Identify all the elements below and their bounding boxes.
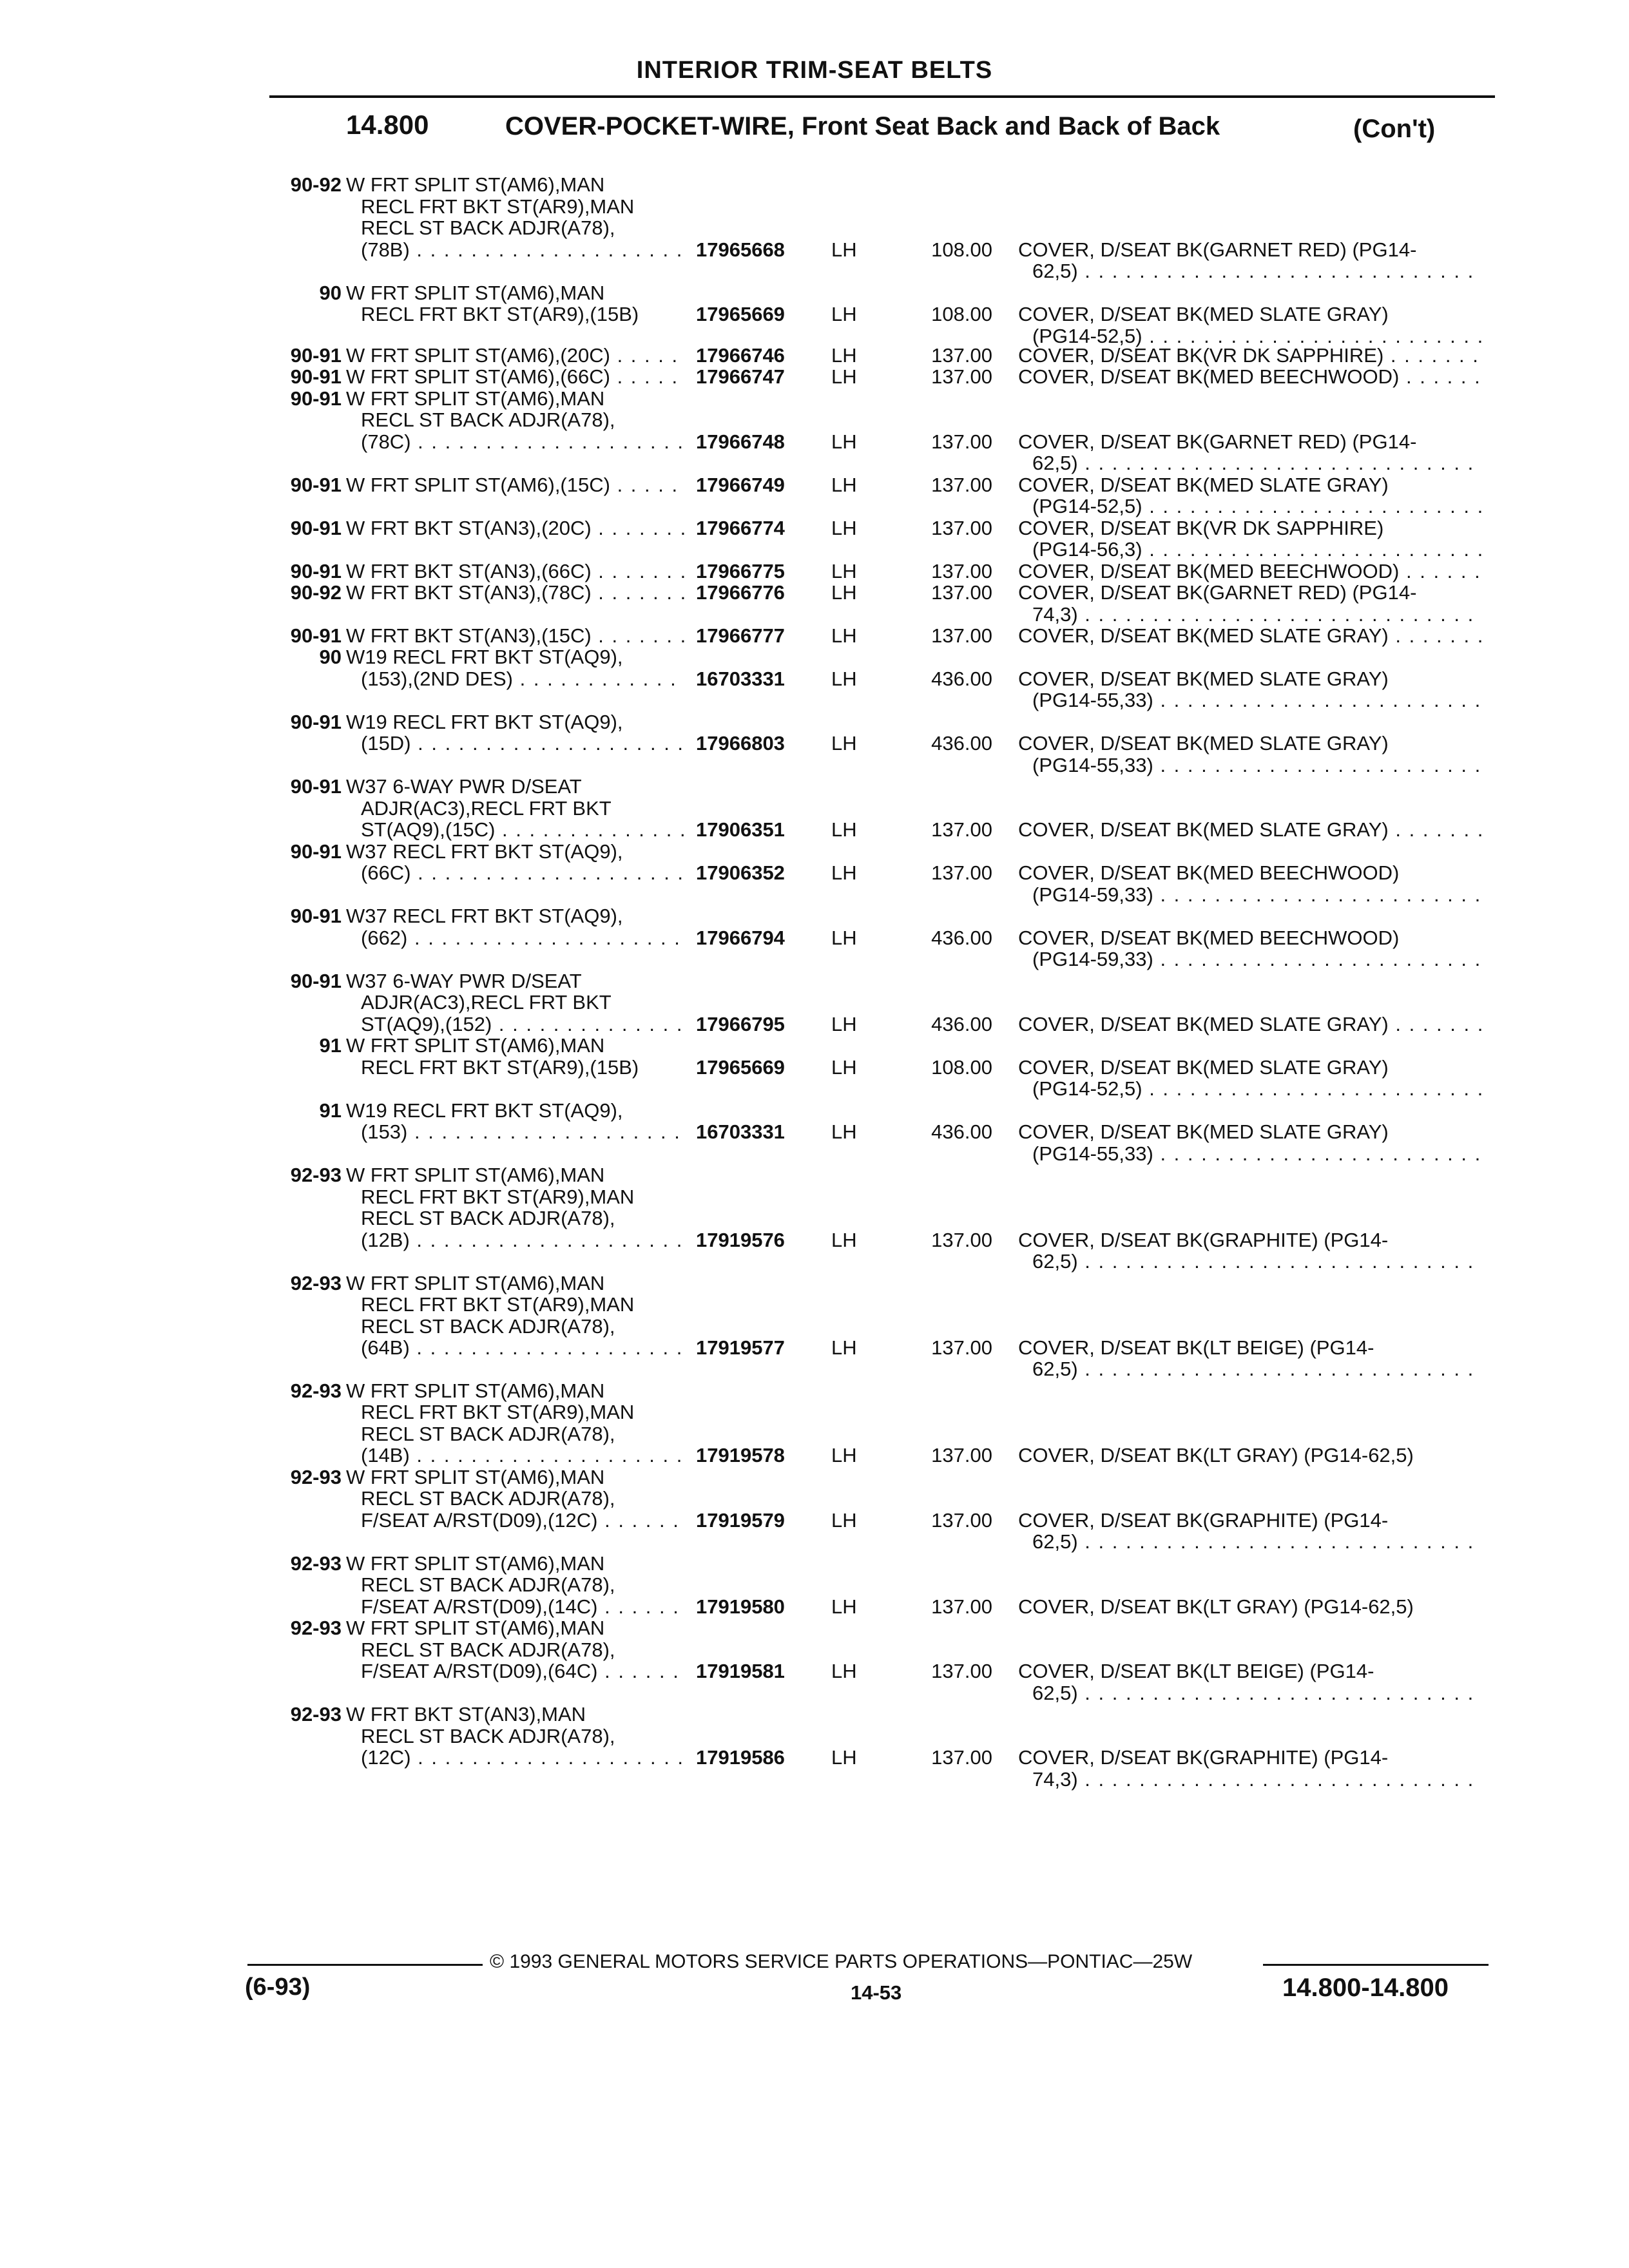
part-description: COVER, D/SEAT BK(GARNET RED) (PG14-: [1018, 430, 1417, 453]
model-year: 90: [319, 282, 342, 304]
part-number: 17966775: [696, 560, 785, 582]
side-code: LH: [831, 624, 857, 647]
price: 137.00: [931, 1336, 992, 1359]
price: 108.00: [931, 303, 992, 325]
part-description: COVER, D/SEAT BK(GARNET RED) (PG14-: [1018, 238, 1417, 261]
part-description: COVER, D/SEAT BK(LT GRAY) (PG14-62,5): [1018, 1444, 1414, 1466]
application-description: (12C) . . .: [361, 1745, 684, 1770]
application-description: W FRT SPLIT ST(AM6),MAN: [346, 1379, 605, 1402]
header-rule: [269, 95, 1495, 98]
model-year: 92-93: [290, 1164, 342, 1186]
application-description: (153),(2ND DES) . . .: [361, 667, 684, 691]
section-number: 14.800: [346, 110, 429, 140]
application-description: ST(AQ9),(15C) . . .: [361, 818, 684, 842]
model-year: 90-92: [290, 581, 342, 604]
application-description: RECL ST BACK ADJR(A78),: [361, 408, 615, 431]
model-year: 92-93: [290, 1552, 342, 1575]
application-description: ADJR(AC3),RECL FRT BKT: [361, 991, 612, 1014]
side-code: LH: [831, 1013, 857, 1035]
application-description: W FRT SPLIT ST(AM6),(66C) . . .: [346, 365, 684, 389]
side-code: LH: [831, 238, 857, 261]
price: 137.00: [931, 474, 992, 496]
part-description: (PG14-56,3) . . .: [1032, 537, 1482, 562]
application-description: RECL ST BACK ADJR(A78),: [361, 216, 615, 239]
part-description: 74,3) . . .: [1032, 602, 1482, 627]
side-code: LH: [831, 344, 857, 367]
application-description: (66C) . . .: [361, 861, 684, 885]
application-description: W37 RECL FRT BKT ST(AQ9),: [346, 840, 623, 863]
part-number: 17906351: [696, 818, 785, 841]
footer-section-range: 14.800-14.800: [1282, 1974, 1449, 2002]
application-description: W FRT SPLIT ST(AM6),MAN: [346, 1272, 605, 1294]
application-description: F/SEAT A/RST(D09),(12C) . . .: [361, 1508, 684, 1533]
price: 436.00: [931, 668, 992, 690]
price: 137.00: [931, 1444, 992, 1466]
price: 137.00: [931, 430, 992, 453]
price: 436.00: [931, 732, 992, 754]
part-number: 17966794: [696, 927, 785, 949]
part-description: (PG14-59,33) . . .: [1032, 883, 1482, 907]
application-description: W FRT BKT ST(AN3),(66C) . . .: [346, 559, 684, 584]
application-description: (14B) . . .: [361, 1443, 684, 1468]
part-number: 17919580: [696, 1595, 785, 1618]
side-code: LH: [831, 1444, 857, 1466]
footer-revision: (6-93): [245, 1974, 311, 2001]
side-code: LH: [831, 1120, 857, 1143]
model-year: 90-91: [290, 474, 342, 496]
price: 137.00: [931, 365, 992, 388]
model-year: 92-93: [290, 1617, 342, 1639]
part-number: 17919579: [696, 1509, 785, 1532]
application-description: W19 RECL FRT BKT ST(AQ9),: [346, 646, 623, 668]
application-description: F/SEAT A/RST(D09),(14C) . . .: [361, 1595, 684, 1619]
part-description: (PG14-55,33) . . .: [1032, 688, 1482, 713]
footer-copyright: © 1993 GENERAL MOTORS SERVICE PARTS OPERATIONS—PONTIAC—25W: [490, 1951, 1193, 1972]
application-description: W FRT SPLIT ST(AM6),MAN: [346, 1552, 605, 1575]
part-description: COVER, D/SEAT BK(GRAPHITE) (PG14-: [1018, 1509, 1389, 1532]
application-description: W FRT SPLIT ST(AM6),(20C) . . .: [346, 343, 684, 368]
part-description: COVER, D/SEAT BK(LT GRAY) (PG14-62,5): [1018, 1595, 1414, 1618]
application-description: (12B) . . .: [361, 1228, 684, 1253]
part-number: 17919586: [696, 1746, 785, 1769]
part-description: COVER, D/SEAT BK(MED SLATE GRAY): [1018, 668, 1389, 690]
model-year: 90-91: [290, 365, 342, 388]
application-description: W FRT BKT ST(AN3),(15C) . . .: [346, 624, 684, 648]
model-year: 91: [319, 1034, 342, 1057]
part-description: (PG14-55,33) . . .: [1032, 753, 1482, 778]
part-description: COVER, D/SEAT BK(MED SLATE GRAY): [1018, 732, 1389, 754]
application-description: W37 6-WAY PWR D/SEAT: [346, 775, 582, 798]
model-year: 90-91: [290, 905, 342, 927]
application-description: RECL ST BACK ADJR(A78),: [361, 1487, 615, 1510]
part-number: 17966747: [696, 365, 785, 388]
footer-page-number: 14-53: [851, 1981, 902, 2004]
application-description: W FRT SPLIT ST(AM6),MAN: [346, 1617, 605, 1639]
side-code: LH: [831, 365, 857, 388]
application-description: W FRT SPLIT ST(AM6),MAN: [346, 1466, 605, 1488]
application-description: W FRT SPLIT ST(AM6),MAN: [346, 1164, 605, 1186]
part-number: 16703331: [696, 668, 785, 690]
model-year: 92-93: [290, 1272, 342, 1294]
part-description: COVER, D/SEAT BK(MED SLATE GRAY) . . .: [1018, 1012, 1482, 1037]
section-title: COVER-POCKET-WIRE, Front Seat Back and Back of Back: [505, 112, 1220, 140]
part-description: 62,5) . . .: [1032, 1681, 1482, 1706]
side-code: LH: [831, 1336, 857, 1359]
section-continued: (Con't): [1353, 115, 1436, 143]
application-description: RECL FRT BKT ST(AR9),(15B): [361, 303, 639, 325]
side-code: LH: [831, 1660, 857, 1682]
application-description: (78B) . . .: [361, 238, 684, 262]
model-year: 90-91: [290, 775, 342, 798]
application-description: W19 RECL FRT BKT ST(AQ9),: [346, 1099, 623, 1122]
application-description: RECL ST BACK ADJR(A78),: [361, 1639, 615, 1661]
application-description: RECL FRT BKT ST(AR9),(15B): [361, 1056, 639, 1079]
application-description: RECL ST BACK ADJR(A78),: [361, 1207, 615, 1229]
application-description: ADJR(AC3),RECL FRT BKT: [361, 797, 612, 820]
side-code: LH: [831, 1509, 857, 1532]
part-number: 17966749: [696, 474, 785, 496]
model-year: 92-93: [290, 1466, 342, 1488]
footer-rule-left: [247, 1964, 483, 1966]
part-description: COVER, D/SEAT BK(MED SLATE GRAY) . . .: [1018, 818, 1482, 842]
application-description: (153) . . .: [361, 1120, 684, 1144]
application-description: RECL FRT BKT ST(AR9),MAN: [361, 1293, 635, 1316]
part-description: 74,3) . . .: [1032, 1767, 1482, 1792]
application-description: RECL FRT BKT ST(AR9),MAN: [361, 195, 635, 218]
side-code: LH: [831, 818, 857, 841]
application-description: W FRT BKT ST(AN3),(20C) . . .: [346, 516, 684, 541]
part-number: 17966777: [696, 624, 785, 647]
price: 436.00: [931, 1120, 992, 1143]
side-code: LH: [831, 517, 857, 539]
side-code: LH: [831, 1595, 857, 1618]
side-code: LH: [831, 732, 857, 754]
part-description: 62,5) . . .: [1032, 1530, 1482, 1554]
part-number: 17966776: [696, 581, 785, 604]
part-description: COVER, D/SEAT BK(GARNET RED) (PG14-: [1018, 581, 1417, 604]
part-description: (PG14-52,5) . . .: [1032, 1077, 1482, 1101]
part-description: COVER, D/SEAT BK(MED BEECHWOOD): [1018, 927, 1400, 949]
side-code: LH: [831, 1229, 857, 1251]
model-year: 90-91: [290, 344, 342, 367]
part-number: 17966795: [696, 1013, 785, 1035]
footer-rule-right: [1263, 1964, 1489, 1966]
page-header-title: INTERIOR TRIM-SEAT BELTS: [636, 57, 993, 84]
model-year: 90-91: [290, 840, 342, 863]
part-description: (PG14-52,5) . . .: [1032, 494, 1482, 519]
part-number: 17919576: [696, 1229, 785, 1251]
side-code: LH: [831, 861, 857, 884]
part-description: COVER, D/SEAT BK(GRAPHITE) (PG14-: [1018, 1746, 1389, 1769]
price: 137.00: [931, 818, 992, 841]
part-description: COVER, D/SEAT BK(MED BEECHWOOD) . . .: [1018, 365, 1482, 389]
part-number: 16703331: [696, 1120, 785, 1143]
application-description: W19 RECL FRT BKT ST(AQ9),: [346, 711, 623, 733]
part-description: COVER, D/SEAT BK(VR DK SAPPHIRE): [1018, 517, 1384, 539]
application-description: (78C) . . .: [361, 430, 684, 454]
part-description: 62,5) . . .: [1032, 451, 1482, 476]
model-year: 90-91: [290, 711, 342, 733]
application-description: W FRT SPLIT ST(AM6),MAN: [346, 1034, 605, 1057]
part-description: COVER, D/SEAT BK(MED BEECHWOOD): [1018, 861, 1400, 884]
application-description: RECL FRT BKT ST(AR9),MAN: [361, 1186, 635, 1208]
part-description: (PG14-55,33) . . .: [1032, 1142, 1482, 1166]
part-description: COVER, D/SEAT BK(MED SLATE GRAY): [1018, 1056, 1389, 1079]
application-description: W FRT SPLIT ST(AM6),(15C) . . .: [346, 473, 684, 497]
model-year: 90: [319, 646, 342, 668]
part-description: COVER, D/SEAT BK(LT BEIGE) (PG14-: [1018, 1660, 1374, 1682]
price: 137.00: [931, 1509, 992, 1532]
side-code: LH: [831, 927, 857, 949]
application-description: RECL ST BACK ADJR(A78),: [361, 1315, 615, 1338]
model-year: 90-91: [290, 624, 342, 647]
application-description: RECL ST BACK ADJR(A78),: [361, 1573, 615, 1596]
side-code: LH: [831, 474, 857, 496]
part-description: COVER, D/SEAT BK(MED SLATE GRAY): [1018, 303, 1389, 325]
application-description: (662) . . .: [361, 926, 684, 950]
part-description: COVER, D/SEAT BK(MED SLATE GRAY): [1018, 1120, 1389, 1143]
application-description: W FRT SPLIT ST(AM6),MAN: [346, 173, 605, 196]
model-year: 90-91: [290, 970, 342, 992]
part-number: 17919578: [696, 1444, 785, 1466]
model-year: 90-92: [290, 173, 342, 196]
application-description: W FRT BKT ST(AN3),MAN: [346, 1703, 586, 1725]
part-description: 62,5) . . .: [1032, 1357, 1482, 1381]
price: 137.00: [931, 624, 992, 647]
part-description: COVER, D/SEAT BK(LT BEIGE) (PG14-: [1018, 1336, 1374, 1359]
price: 108.00: [931, 1056, 992, 1079]
application-description: RECL ST BACK ADJR(A78),: [361, 1725, 615, 1747]
part-description: COVER, D/SEAT BK(MED BEECHWOOD) . . .: [1018, 559, 1482, 584]
side-code: LH: [831, 430, 857, 453]
model-year: 90-91: [290, 387, 342, 410]
application-description: W FRT BKT ST(AN3),(78C) . . .: [346, 581, 684, 605]
application-description: (15D) . . .: [361, 731, 684, 756]
application-description: W FRT SPLIT ST(AM6),MAN: [346, 282, 605, 304]
model-year: 91: [319, 1099, 342, 1122]
price: 137.00: [931, 1229, 992, 1251]
side-code: LH: [831, 1056, 857, 1079]
part-number: 17965669: [696, 1056, 785, 1079]
part-number: 17966748: [696, 430, 785, 453]
application-description: W37 RECL FRT BKT ST(AQ9),: [346, 905, 623, 927]
part-number: 17966774: [696, 517, 785, 539]
side-code: LH: [831, 581, 857, 604]
application-description: W FRT SPLIT ST(AM6),MAN: [346, 387, 605, 410]
part-description: (PG14-52,5) . . .: [1032, 324, 1482, 349]
part-number: 17919577: [696, 1336, 785, 1359]
price: 137.00: [931, 1660, 992, 1682]
side-code: LH: [831, 1746, 857, 1769]
side-code: LH: [831, 560, 857, 582]
side-code: LH: [831, 668, 857, 690]
model-year: 92-93: [290, 1379, 342, 1402]
price: 137.00: [931, 560, 992, 582]
model-year: 90-91: [290, 560, 342, 582]
application-description: W37 6-WAY PWR D/SEAT: [346, 970, 582, 992]
part-number: 17965669: [696, 303, 785, 325]
price: 137.00: [931, 517, 992, 539]
side-code: LH: [831, 303, 857, 325]
part-description: COVER, D/SEAT BK(MED SLATE GRAY): [1018, 474, 1389, 496]
price: 137.00: [931, 861, 992, 884]
part-number: 17966746: [696, 344, 785, 367]
price: 108.00: [931, 238, 992, 261]
part-number: 17965668: [696, 238, 785, 261]
application-description: F/SEAT A/RST(D09),(64C) . . .: [361, 1659, 684, 1684]
model-year: 92-93: [290, 1703, 342, 1725]
price: 137.00: [931, 344, 992, 367]
price: 436.00: [931, 1013, 992, 1035]
part-description: COVER, D/SEAT BK(MED SLATE GRAY) . . .: [1018, 624, 1482, 648]
application-description: (64B) . . .: [361, 1336, 684, 1360]
part-number: 17906352: [696, 861, 785, 884]
price: 436.00: [931, 927, 992, 949]
application-description: RECL ST BACK ADJR(A78),: [361, 1423, 615, 1445]
model-year: 90-91: [290, 517, 342, 539]
part-description: (PG14-59,33) . . .: [1032, 947, 1482, 972]
part-description: 62,5) . . .: [1032, 1249, 1482, 1274]
part-description: COVER, D/SEAT BK(GRAPHITE) (PG14-: [1018, 1229, 1389, 1251]
price: 137.00: [931, 1746, 992, 1769]
part-description: 62,5) . . .: [1032, 259, 1482, 284]
part-description: COVER, D/SEAT BK(VR DK SAPPHIRE) . . .: [1018, 343, 1482, 368]
part-number: 17966803: [696, 732, 785, 754]
price: 137.00: [931, 581, 992, 604]
application-description: ST(AQ9),(152) . . .: [361, 1012, 684, 1037]
application-description: RECL FRT BKT ST(AR9),MAN: [361, 1401, 635, 1423]
part-number: 17919581: [696, 1660, 785, 1682]
price: 137.00: [931, 1595, 992, 1618]
